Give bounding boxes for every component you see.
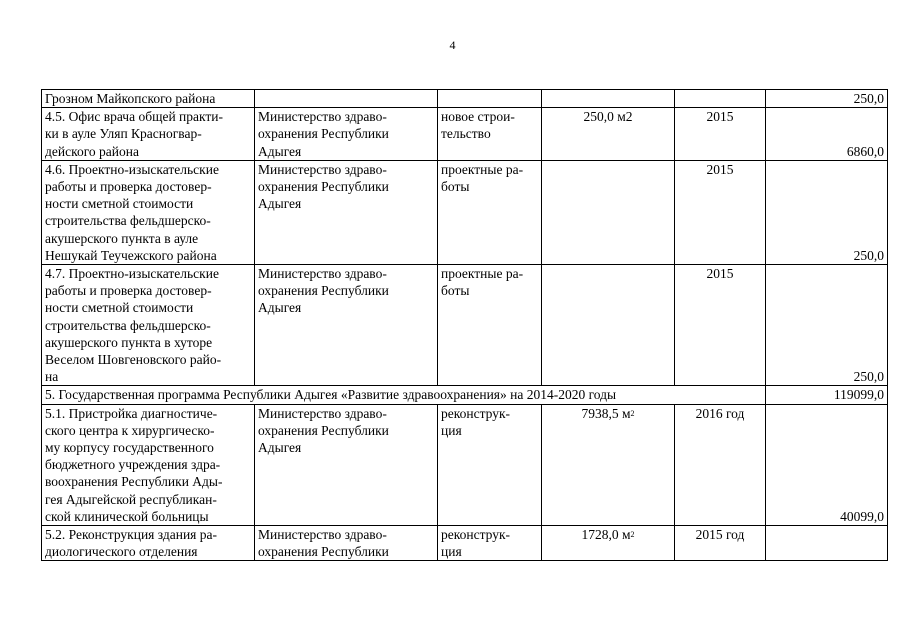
page-number: 4	[449, 38, 456, 52]
object-name-cell: Грозном Майкопского района	[42, 90, 255, 108]
table-row	[42, 386, 888, 404]
capacity-cell: 250,0 м2	[542, 108, 675, 161]
object-name-cell: 5.1. Пристройка диагностиче- ского центра к хирургическо- му корпусу государственного бюджетного учреждения здра- воохранения Республики Ады- гея Адыгейской республикан- ской клинической больницы	[42, 404, 255, 525]
table-row	[42, 526, 888, 561]
amount-cell: 250,0	[766, 160, 888, 264]
work-type-cell: проектные ра- боты	[438, 160, 542, 264]
year-cell: 2015 год	[675, 526, 766, 561]
year-cell: 2015	[675, 108, 766, 161]
table-row	[42, 108, 888, 161]
customer-cell: Министерство здраво- охранения Республики Адыгея	[255, 108, 438, 161]
table-row	[42, 404, 888, 525]
amount-cell: 119099,0	[766, 386, 888, 404]
object-name-cell: 4.6. Проектно-изыскательские работы и проверка достовер- ности сметной стоимости строительства фельдшерско- акушерского пункта в ауле Нешукай Теучежского района	[42, 160, 255, 264]
year-cell: 2016 год	[675, 404, 766, 525]
object-name-cell: 5.2. Реконструкция здания ра- диологического отделения	[42, 526, 255, 561]
capacity-cell	[542, 90, 675, 108]
object-name-cell: 4.5. Офис врача общей практи- ки в ауле Уляп Красногвар- дейского района	[42, 108, 255, 161]
customer-cell: Министерство здраво- охранения Республики Адыгея	[255, 404, 438, 525]
object-name-cell: 4.7. Проектно-изыскательские работы и проверка достовер- ности сметной стоимости строительства фельдшерско- акушерского пункта в хуторе Веселом Шовгеновского райо- на	[42, 265, 255, 386]
year-cell: 2015	[675, 265, 766, 386]
table-row	[42, 160, 888, 264]
customer-cell: Министерство здраво- охранения Республики Адыгея	[255, 160, 438, 264]
customer-cell: Министерство здраво- охранения Республики	[255, 526, 438, 561]
construction-objects-table	[41, 89, 888, 561]
amount-cell: 6860,0	[766, 108, 888, 161]
year-cell	[675, 90, 766, 108]
customer-cell	[255, 90, 438, 108]
work-type-cell: новое строи- тельство	[438, 108, 542, 161]
capacity-cell	[542, 160, 675, 264]
amount-cell: 250,0	[766, 90, 888, 108]
amount-cell: 40099,0	[766, 404, 888, 525]
work-type-cell: реконструк- ция	[438, 404, 542, 525]
capacity-cell: 7938,5 $м^2$	[542, 404, 675, 525]
work-type-cell	[438, 90, 542, 108]
amount-cell	[766, 526, 888, 561]
program-title-cell: 5. Государственная программа Республики Адыгея «Развитие здравоохранения» на 2014-2020 годы	[42, 386, 766, 404]
work-type-cell: проектные ра- боты	[438, 265, 542, 386]
table-row	[42, 265, 888, 386]
capacity-cell: 1728,0 $м^2$	[542, 526, 675, 561]
year-cell: 2015	[675, 160, 766, 264]
customer-cell: Министерство здраво- охранения Республики Адыгея	[255, 265, 438, 386]
work-type-cell: реконструк- ция	[438, 526, 542, 561]
amount-cell: 250,0	[766, 265, 888, 386]
table-row	[42, 90, 888, 108]
capacity-cell	[542, 265, 675, 386]
